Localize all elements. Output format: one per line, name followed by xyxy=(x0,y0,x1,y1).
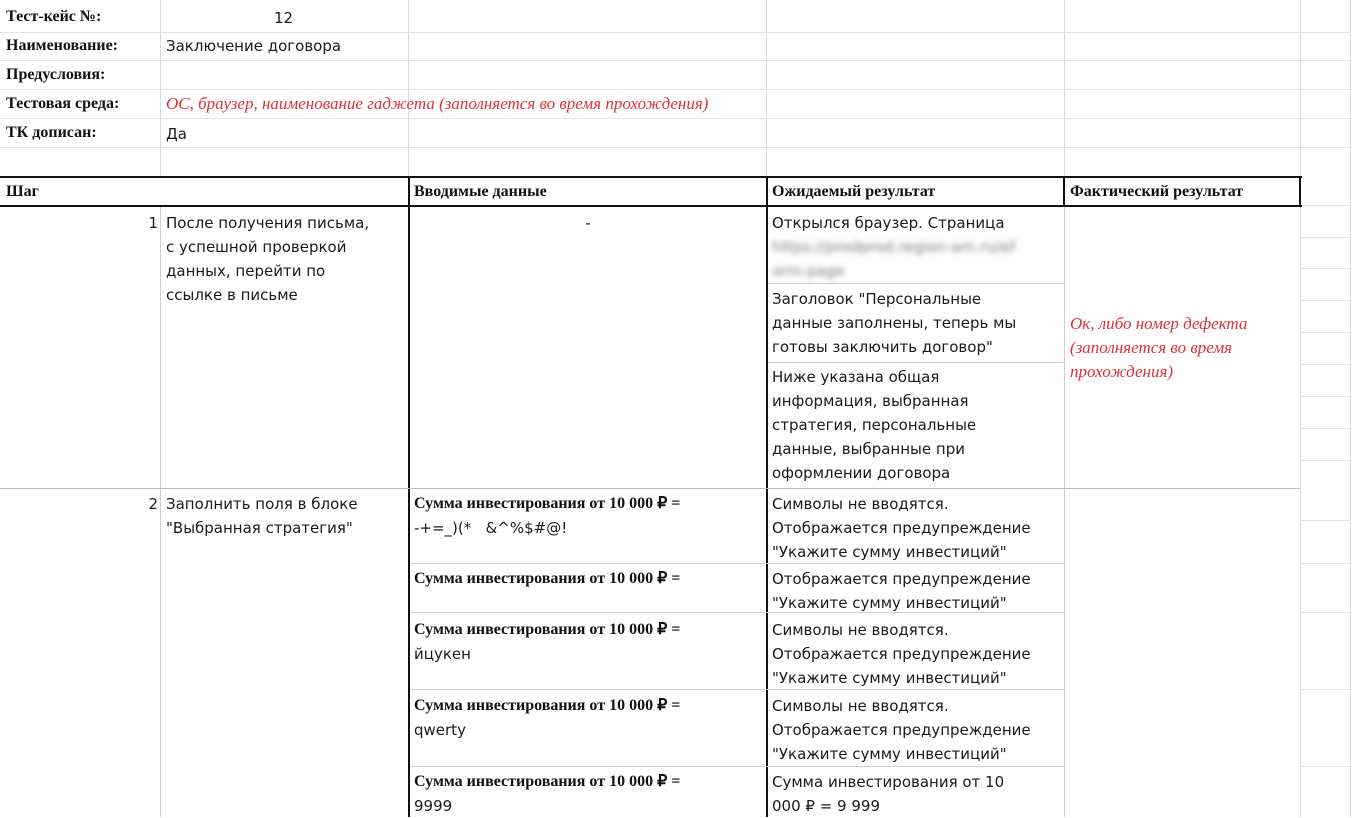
case-number-value[interactable]: 12 xyxy=(274,9,294,27)
blurred-url: https://prodprod.region-am.ru/ef xyxy=(772,238,1016,256)
column-header-actual-result: Фактический результат xyxy=(1070,183,1244,200)
expected-result-cell[interactable]: Символы не вводятся. Отображается предупреждение "Укажите сумму инвестиций" xyxy=(772,621,1031,687)
tc-completed-value[interactable]: Да xyxy=(166,125,187,143)
actual-result-cell[interactable]: Ок, либо номер дефекта (заполняется во время прохождения) xyxy=(1070,314,1248,381)
input-data-cell[interactable]: - xyxy=(585,214,591,232)
step-number[interactable]: 1 xyxy=(148,214,158,232)
name-label: Наименование: xyxy=(6,37,118,54)
step-description[interactable]: После получения письма, с успешной проверкой данных, перейти по ссылке в письме xyxy=(166,214,370,304)
input-data-cell[interactable]: Сумма инвестирования от 10 000 ₽ = qwerty xyxy=(414,697,681,739)
input-data-cell[interactable]: Сумма инвестирования от 10 000 ₽ = -+=_)(* &^%$#@! xyxy=(414,495,681,537)
expected-result-cell[interactable]: Ниже указана общая информация, выбранная стратегия, персональные данные, выбранные при оформлении договора xyxy=(772,368,977,482)
expected-result-cell[interactable]: Заголовок "Персональные данные заполнены, теперь мы готовы заключить договор" xyxy=(772,290,1017,356)
preconditions-label: Предусловия: xyxy=(6,66,106,83)
step-description[interactable]: Заполнить поля в блоке "Выбранная стратегия" xyxy=(166,495,358,537)
test-environment-value[interactable]: ОС, браузер, наименование гаджета (заполняется во время прохождения) xyxy=(166,94,709,113)
input-data-cell[interactable]: Сумма инвестирования от 10 000 ₽ = 9999 xyxy=(414,773,681,815)
expected-result-cell[interactable]: Символы не вводятся. Отображается предупреждение "Укажите сумму инвестиций" xyxy=(772,495,1031,561)
column-header-expected-result: Ожидаемый результат xyxy=(772,183,936,200)
step-number[interactable]: 2 xyxy=(148,495,158,513)
input-data-cell[interactable]: Сумма инвестирования от 10 000 ₽ = xyxy=(414,570,681,587)
column-header-step: Шаг xyxy=(6,183,39,200)
name-value[interactable]: Заключение договора xyxy=(166,37,342,55)
expected-result-cell[interactable]: Открылся браузер. Страница https://prodprod.region-am.ru/ef orm-page xyxy=(772,211,1062,283)
column-header-input-data: Вводимые данные xyxy=(414,183,547,200)
input-data-cell[interactable]: Сумма инвестирования от 10 000 ₽ = йцукен xyxy=(414,621,681,663)
case-number-label: Тест-кейс №: xyxy=(6,8,102,25)
expected-result-cell[interactable]: Отображается предупреждение "Укажите сумму инвестиций" xyxy=(772,570,1031,612)
expected-result-cell[interactable]: Сумма инвестирования от 10 000 ₽ = 9 999 xyxy=(772,773,1005,815)
test-environment-label: Тестовая среда: xyxy=(6,95,120,112)
blurred-url: orm-page xyxy=(772,262,845,280)
tc-completed-label: ТК дописан: xyxy=(6,124,97,141)
expected-result-cell[interactable]: Символы не вводятся. Отображается предупреждение "Укажите сумму инвестиций" xyxy=(772,697,1031,763)
